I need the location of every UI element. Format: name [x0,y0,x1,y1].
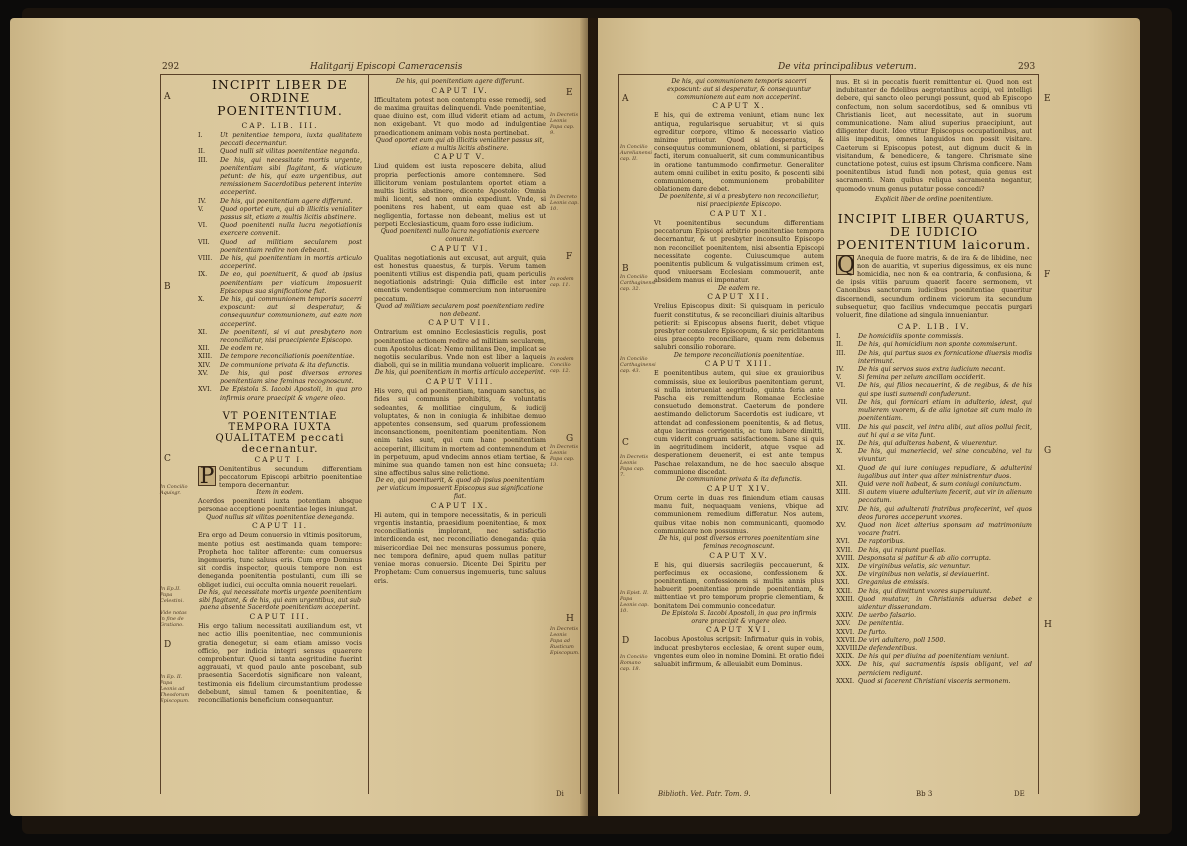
chapter-number: IX. [836,438,846,447]
chapter-list-item [836,381,1032,397]
right-page-number: 293 [1018,62,1036,72]
chapter-title: Quod mutatur, in Christianis aduersa debet e uidentur disserandam. [858,594,1032,611]
margin-note: Vide notas in fine de Gratiano. [160,610,187,628]
chapter-number: XII. [836,479,848,488]
chapter-title: De his, qui maneriecid, vel sine concubina, vel tu vivuntur. [858,447,1032,464]
chapter-list-item [198,147,362,155]
chapter-title: De furto. [858,627,887,636]
chapter-list [198,131,362,402]
chapter-number: XIV. [836,504,849,513]
chapter-title: De virginibus non velatis, si deviauerint. [858,570,990,579]
margin-letter: E [1044,94,1051,104]
left-page-number: 292 [162,62,180,72]
chapter-number: XXXI. [836,676,855,685]
margin-note: In Concilio Carthaginensi cap. 43. [620,356,656,374]
caput-heading: CAPUT II. [251,521,309,531]
chapter-list-item [836,677,1032,685]
margin-letter: B [622,264,629,274]
chapter-number: XVI. [836,537,850,546]
chapter-number: XXVIII. [836,643,860,652]
margin-letter: A [622,94,629,104]
chapter-number: XIV. [198,360,211,369]
subheading: De his, qui necessitate mortis urgente poenitentiam sibi flagitant, & de his, qui eam urgentibus, aut sub paena absente Sacerdote poenitentiam acceperint. [198,588,362,612]
caput-heading: CAPUT VIII. [425,377,495,387]
column-rule-middle [368,74,369,794]
caput-text: Orum certe in duas res finiendum etiam causas manu fuit, nequaquam veniens, vbique ad communionem remedium differatur. Nos autem, quibus vitae nobis non communicanti, quomodo communicare non possumus. [654,493,824,535]
chapter-list-item [836,595,1032,611]
chapter-list-item [836,652,1032,660]
subheading: De communione privata & ita defunctis. [676,476,802,484]
caput-text: Ontrarium est omnino Ecclesiasticis regulis, post poenitentiae actionem redire ad militiam secularem, cum Apostolus dicat: Nemo militans Deo, implicat se negotiis secularibus. Vnde non est liber a laqueis diaboli, qui se in militia mundana voluerit implicare. [374,328,546,370]
caput-text: E poenitentibus autem, qui siue ex grauioribus commissis, siue ex leuioribus paenitentiam gerunt, si nulla interueniat aegritudo, quinta feria ante Pascha eis remittendum Romanae Ecclesiae consuetudo demonstrat. Caeterum de pondere aestimando delictorum Sacerdotis est iudicare, vt attendat ad confessionem poenitentis, & ad fletus, atque lacrimas corrigentis, ac tum iubere dimitti, cum viderit congruam satisfactionem. Sane si quis in aegritudinem inciderit, atque vsque ad desperationem deuenerit, ei est ante tempus Paschae relaxandum, ne de hoc saeculo absque communione discedat. [654,369,824,476]
right-page [598,18,1140,816]
chapter-number: XXV. [836,619,851,628]
subheading: De his, qui poenitentiam agere differunt. [395,78,525,85]
chapter-number: VIII. [198,254,213,263]
caput-text: E his, qui de extrema veniunt, etiam nunc lex antiqua, regularisque seruabitur, vt si quis egreditur corpore, vltimo & necessario viatico minime priuetur. Quod si desperatus, & consequutus communionem, oblationi, si participes facti, iterum conualuerit, sit cum communicantibus in oratione tantummodo confirmetur. Generaliter autem omni cuilibet in exitu posito, & poscenti sibi communionem, communionem probabiliter oblationem dare debet. [654,111,824,194]
margin-note: In Decretis Leonis Papa cap. 9. [550,112,579,136]
chapter-number: XVI. [198,385,212,394]
chapter-title: Si autem viuere adulterium fecerit, aut vir in alienum peccatum. [858,488,1032,505]
chapter-list-item [836,554,1032,562]
signature-mark: Bb 3 [916,790,933,798]
chapter-title: Quod de qui iure coniuges repudiare, & adulterini iugalibus aut inter qua alter ministrentur duos. [858,463,1032,480]
chapter-list-item [836,619,1032,627]
caput-heading: CAPUT VI. [430,243,490,253]
chapter-number: VII. [836,397,848,406]
chapter-title: De communione privata & ita defunctis. [220,360,350,369]
subheading: De tempore reconciliationis poenitentiae. [673,351,805,359]
chapter-title: Quod poenitenti nulla lucra negotiationis exercere convenit. [220,221,362,238]
chapter-number: XXVII. [836,635,857,644]
subheading: De eo, qui poenituerit, & quod ab ipsius poenitentiam per viaticum imposuerit Episcopus sua significatione fiat. [375,477,545,501]
chapter-title: De his, qui sacramentis ispsis obligant, vel ad perniciem redigunt. [858,660,1032,677]
caput-text: His vero, qui ad poenitentiam, tanquam sanctus, ac fides sui communis prohibitis, & voluntatis sedeantes, & mollitiae cingulum, & iudicij voluptates, & non in coniugia & inhibitae demuo appetentes consensum, sed quarum professionem inconsanctionem, poenitentiam poenitentiam. Non enim tales sunt, qui cum hanc poenitentiam acceperint, illicitum in mortem ad contemnendum et in perpetuum, apud vndecim annos etiam tertiae, & minime sua quando tamen non est hinc consueta; sine affectibus salus sine relictione. [374,387,546,478]
margin-note: In Epist. II. Papa Leonis cap. 10. [620,590,649,614]
chapter-list-item [836,546,1032,554]
book-title: INCIPIT LIBER QUARTUS, DE IUDICIO POENITENTIUM laicorum. [836,210,1032,252]
chapter-list-item [836,578,1032,586]
chapter-title: De his, qui adulterati fratribus profecerint, vel quos deos furores acceperunt vxores. [858,504,1032,521]
chapter-list-item [836,464,1032,480]
chapter-title: De his, qui fornicari etiam in adulterio, idest, qui mulierem vxorem, & de alia ignotae sit cum malo in poenitentiam. [858,397,1032,423]
chapter-list-item [836,628,1032,636]
caput-heading: CAPUT IV. [431,85,489,95]
caput-heading: CAPUT V. [433,152,487,162]
chapter-list-item [836,537,1032,545]
chapter-list-item [198,205,362,221]
chapter-list-item [836,488,1032,504]
chapter-list-item [836,480,1032,488]
caput-text: Liud quidem est iusta reposcere debita, aliud propria perfectionis amore contemnere. Sed illicitorum veniam postulantem oportet etiam a multis licitis abstinere, dicente Apostolo: Omnia mihi licent, sed non omnia expediunt. Vnde, si poenitens res habent, ut eam quae est ab negligentia, fortasse non debeant, melius est ut perpeti Ecclesiasticum, quam foro esse iudicium. [374,162,546,228]
chapter-title: De virginibus velatis, sic venuntur. [858,561,971,570]
chapter-title: De penitentia. [858,619,904,628]
subheading: Item in eodem. [256,489,304,497]
subheading: De his, qui communionem temporis sacerri exposcunt: aut si desperatur, & consequuntur communionem aut eam non acceperint. [667,78,811,101]
chapter-list [836,332,1032,685]
subheading: Quod nullus sit vilitas poenitentiae deneganda. [206,513,354,521]
subheading: De eadem re. [718,284,760,292]
margin-note: In Concilio Aquisgr. [160,484,188,496]
drop-capital: Q [837,252,856,278]
chapter-number: I. [198,131,203,139]
header-rule [618,74,1038,75]
right-column-1 [654,78,824,668]
caput-heading: CAPUT XIV. [706,483,772,493]
chapter-number: XXIII. [836,594,855,603]
right-running-head: De vita principalibus veterum. [778,62,917,72]
margin-note: In Decretis Leonis Papa cap. 7. [620,454,649,478]
chapter-title: De tempore reconciliationis poenitentiae. [220,352,355,361]
chapter-list-item [836,398,1032,423]
chapter-title: De his, qui poenitentiam in mortis articulo acceperint. [220,254,362,271]
chapter-list-item [198,270,362,295]
chapter-number: VI. [836,381,846,390]
caput-text: Vt poenitentibus secundum differentiam peccatorum Episcopi arbitrio poenitentiae tempora decernantur, & ut presbyter inconsulto Episcopo non reconciliet poenitentem, nisi absentia Episcopi necessitate cogente. Cuiuscumque autem poenitentis publicum & vulgatissimum crimen est, quod vniuersam Ecclesiam commouerit, ante absidem manus ei imponatur. [654,219,824,285]
chapter-list-item [836,570,1032,578]
chapter-number: XXIX. [836,652,855,661]
chapter-number: XV. [836,520,847,529]
chapter-title: De his, qui communionem temporis sacerri exposcunt: aut si desperatur, & consequuntur communionem, aut eam non acceperint. [220,295,362,328]
chapter-number: VII. [198,237,210,246]
caput-text: E his, qui diuersis sacrilegiis peccauerunt, & perfecimus ex occasione, confessionem & poenitentiam, confessionem si multis annis plus habuerit poenitentiae proinde poenitentiam, & mittentiae vt pro temporum proprie clementiam, & bonitatem Dei communio concedatur. [654,560,824,610]
margin-letter: G [566,434,574,444]
chapter-title: De defendentibus. [858,643,918,652]
column-rule-middle [830,74,831,794]
chapter-title: De his qui per diuina ad poenitentiam veniunt. [858,652,1010,661]
margin-note: In Decretis Leonis Papa ad Rusticum Episcopum. [550,626,580,656]
chapter-number: XXII. [836,586,853,595]
caput-heading: CAPUT III. [249,612,311,622]
margin-note: In eodem Concilio cap. 12. [550,356,574,374]
chapter-title: De his qui pascit, vel intra alibi, aut alios pollui fecit, aut hi qui a se vita funt. [858,422,1032,439]
margin-note: In Ep.II. Papa Celestini. [160,586,184,604]
chapter-number: XIII. [836,488,851,497]
left-column-1 [198,78,362,704]
caput-heading: CAPUT IX. [430,500,490,510]
chapter-number: IX. [198,270,208,279]
chapter-list-item [198,221,362,237]
header-rule [160,74,580,75]
margin-letter: E [566,88,573,98]
chapter-list-item [836,611,1032,619]
chapter-list-item [836,521,1032,537]
margin-letter: D [164,640,172,650]
caput-text: His ergo talium necessitati auxiliandum est, vt nec actio illis poenitentiae, nec communionis gratia denegetur, si eam etiam amisso vocis officio, per indicia integri sensus quaerere comprobentur. Quod si tanta aegritudine fuerint aggrauati, vt quod paulo ante poscebant, sub praesentia Sacerdotis significare non valeant, testimonia eis fidelium circumstantium prodesse debebunt, simul tamen & poenitentiae, & reconciliationis beneficium consequantur. [198,622,362,704]
chapter-list-item [836,636,1032,644]
chapter-list-item [836,439,1032,447]
chapter-title: De his, qui rapiunt puellas. [858,545,946,554]
chapter-title: Quid vere noli habeat, & sum coniugi coniunctum. [858,479,1022,488]
chapter-title: De Epistola S. Iacobi Apostoli, in qua pro infirmis orare praecipit & vngere oleo. [220,385,362,402]
margin-note: In Concilio Carthaginensi cap. 32. [620,274,656,292]
chapter-list-item [836,562,1032,570]
chapter-title: De his, qui poenitentiam agere differunt. [220,196,353,205]
margin-letter: G [1044,446,1052,456]
margin-letter: C [622,438,629,448]
caput-text: Era ergo ad Deum conuersio in vltimis positorum, mente potius est aestimanda quam tempore: Propheta hoc taliter afferente: cum conuersus ingemueris, tunc saluus eris. Cum ergo Dominus sit cordis inspector, quouis tempore non est deneganda poenitentia postulanti, cum illi se obliget iudici, cui occulta omnia nouerit reuelari. [198,531,362,589]
margin-note: In eodem cap. 11. [550,276,574,288]
margin-letter: A [164,92,171,102]
left-page [10,18,588,816]
chapter-title: Ut penitentiae tempora, iuxta qualitatem peccati decernantur. [220,131,362,148]
chapter-list-item [198,156,362,197]
chapter-title: Desponsata si patitur & ab alio corrupta. [858,553,991,562]
caput-heading: CAPUT VII. [428,318,492,328]
section-title: VT POENITENTIAE TEMPORA IUXTA QUALITATEM peccati decernantur. [215,410,345,455]
explicit-line: Explicit liber de ordine poenitentium. [875,195,993,203]
chapter-number: VI. [198,221,208,230]
chapter-number: XIII. [198,352,213,361]
signature-mark: Di [556,790,564,798]
drop-capital: P [199,463,215,489]
margin-letter: B [164,282,171,292]
chapter-list-item [836,587,1032,595]
caput-text: nus. Et si in peccatis fuerit remittentur ei. Quod non est indubitanter de fidelibus aegrotantibus accipi, vel intelligi debere, qui sancto oleo perungi possunt, quod ab Episcopo confectum, non solum sacerdotibus, sed & omnibus vti Christianis licet, aut necessitate, aut in suorum communicatione. Nam aliud superius praecipiunt, aut diligenter ducit. Ideo vtitur Episcopus occupationibus, aut aliis impeditus, omnes languidos non possit visitare. Caeterum si Episcopus potest, aut dignum ducit & in visitandum, & benedicere, & tangere. Chrismate sine cunctatione potest, cuius est ipsum Chrisma conficere. Nam poenitentibus istud fundi non potest, quia genus est sacramenti. Nam quibus reliqua sacramenta negantur, quomodo vnum genus putatur posse concedi? [836,78,1032,193]
margin-letter: H [566,614,574,624]
caput-text: Qualitas negotiationis aut excusat, aut arguit, quia est honestus quaestus, & turpis. Verum tamen poenitenti vtilius est dispendia pati, quam periculis negotiationis adstringi: Quia difficile est inter ementis vendentisque commercium non interuenire peccatum. [374,253,546,303]
chapter-list-item [836,660,1032,676]
chapter-number: IV. [198,196,207,205]
chapter-list-item [198,197,362,205]
chapter-list-item [836,644,1032,652]
chapter-list-item [836,373,1032,381]
subheading: De poenitente, si vi a presbytero non reconcilietur, nisi praecipiente Episcopo. [659,193,819,209]
chapter-title: De his, qui necessitate mortis urgente, poenitentiam sibi flagitant, & viaticum petunt: de his, qui eam urgentibus, aut remissionem Sacerdotibus peterent interim acceperint. [220,155,362,197]
chapter-title: De his, qui post diversos errores poenitentiam sine feminas recognoscunt. [220,368,362,386]
chapter-number: XXI. [836,578,850,587]
caput-text: Acerdos poenitenti iuxta potentiam absque personae acceptione poenitentiae leges iniungat. [198,497,362,514]
chapter-list-item [198,131,362,147]
chapter-number: XIX. [836,561,850,570]
chapter-number: II. [836,340,844,349]
chapter-number: XXX. [836,660,852,669]
chapter-list-item [198,295,362,328]
caput-heading: CAPUT XII. [707,292,771,302]
chapter-title: Quod non licet alterius sponsam ad matrimonium vocare fratri. [858,520,1032,538]
chapter-list-item [836,349,1032,365]
subheading: De Epistola S. Iacobi Apostoli, in qua pro infirmis orare praecipit & vngere oleo. [661,609,817,625]
subheading: Quod ad militiam secularem post poenitentiam redire non debeant. [375,302,545,318]
chapter-title: De eodem re. [220,344,264,353]
chapter-title: De his, qui homicidium non sponte commiserunt. [858,340,1018,349]
chapter-title: De his, qui dimittunt vxores superuiuunt. [858,586,992,595]
chapter-list-item [836,447,1032,463]
subheading: De his, qui post diversos errores poenitentiam sine feminas recognoscunt. [658,534,820,550]
caput-text: Hi autem, qui in tempore necessitatis, & in periculi vrgentis instantia, praesidium poenitentiae, & mox reconciliationis implorant, nec satisfactio interdicenda est, nec reconciliatio deneganda: quia misericordiae Dei nec mensuras possumus ponere, nec tempora definire, apud quem nullas patitur veniae moras conuersio. Dicente Dei Spiritu per Prophetam: Cum conuersus ingemueris, tunc saluus eris. [374,510,546,585]
chapter-title: De homicidiis sponte commissis. [858,332,964,341]
chapter-title: De his, qui partus suos ex fornicatione diuersis modis interimunt. [858,348,1032,365]
chapter-title: De eo, qui poenituerit, & quod ab ipsius poenitentiam per viaticum imposuerit Episcopus sua significatione fiat. [220,270,362,295]
caput-text: Vrelius Episcopus dixit: Si quisquam in periculo fuerit constitutus, & se reconciliari diuinis altaribus petierit: si Episcopus absens fuerit, debet vtique presbyter consulere Episcopum, & sic periclitantem eius praecepto reconciliare, quam rem debemus salubri consilio roborare. [654,302,824,352]
chapter-list-heading: CAP. LIB. III. [241,121,319,130]
margin-letter: C [164,454,171,464]
chapter-number: III. [198,155,208,164]
margin-note: In Decretis Leonis Papa cap. 13. [550,444,579,468]
subheading: Quod oportet eum qui ab illicitis venialiter passus sit, etiam a multis licitis abstinere. [375,136,545,152]
chapter-list-item [198,369,362,385]
chapter-title: De raptoribus. [858,537,905,546]
margin-letter: F [566,252,573,262]
margin-letter: H [1044,620,1052,630]
chapter-number: XV. [198,368,209,377]
chapter-number: XXIV. [836,611,854,620]
chapter-number: XVIII. [836,553,855,562]
margin-note: In Ep. II. Papa Leonis ad Theodorum Episcopum. [160,674,190,704]
chapter-number: III. [836,348,846,357]
chapter-list-item [836,332,1032,340]
chapter-title: Quod si facerent Christiani visceris sermonem. [858,676,1011,685]
caput-text: Oenitentibus secundum differentiam peccatorum Episcopi arbitrio poenitentiae tempora decernantur. [219,464,362,490]
book-title: INCIPIT LIBER DE ORDINE POENITENTIUM. [211,77,349,118]
chapter-title: De his, qui adulteras habent, & viuerentur. [858,438,998,447]
chapter-list-item [198,344,362,352]
chapter-list-item [836,365,1032,373]
chapter-title: De his, qui filios necauerint, & de regibus, & de his qui spe iusti sumendi confuderunt. [858,381,1032,398]
chapter-number: X. [836,447,843,456]
caput-heading: CAPUT X. [712,101,766,111]
subheading: Quod poenitenti nullo lucra negotiationis exercere conuenit. [380,228,540,243]
left-column-2 [374,78,546,585]
subheading: De his, qui poenitentiam in mortis articulo acceperint. [374,369,546,377]
chapter-number: XX. [836,570,848,579]
chapter-list-item [198,238,362,254]
catchword: DE [1014,790,1025,798]
chapter-list-heading: CAP. LIB. IV. [897,322,971,332]
caput-heading: CAPUT XIII. [704,359,774,369]
chapter-number: XVII. [836,545,853,554]
chapter-number: XII. [198,344,210,353]
chapter-list-item [836,340,1032,348]
chapter-title: De poenitenti, si vi aut presbytero non reconciliatur, nisi praecipiente Episcopo. [220,327,362,345]
chapter-number: V. [198,204,204,213]
footer-series: Biblioth. Vet. Patr. Tom. 9. [658,790,751,798]
caput-heading: CAPUT I. [254,454,306,464]
chapter-title: Si femina per zelum ancillam occiderit. [858,373,986,382]
chapter-list-item [198,352,362,360]
chapter-number: XI. [198,327,208,336]
chapter-title: De his qui servos suos extra iudicium necant. [858,365,1006,374]
caput-heading: CAPUT XVI. [706,625,772,635]
chapter-title: Quod nulli sit vilitas poenitentiae neganda. [220,147,360,156]
caput-heading: CAPUT XV. [709,550,769,560]
column-rule-left [618,74,619,794]
chapter-number: VIII. [836,422,851,431]
chapter-list-item [198,328,362,344]
chapter-list-item [836,423,1032,439]
chapter-title: Greganius de emissis. [858,578,930,587]
chapter-number: II. [198,147,206,156]
chapter-title: De viri adultero, poll 1500. [858,635,946,644]
chapter-title: Quod ad militiam secularem post poenitentiam redire non debeant. [220,237,362,254]
chapter-number: X. [198,295,205,304]
right-column-2 [836,78,1032,685]
intro-text: Anequia de fuore matris, & de ira & de libidine, nec non de auaritia, vt superius digessimus, ex eis nunc homicidia, nec non & ea contraria, & confusiona, & de ipsis vitiis paruum quaerit facere sermonem, vt Canonibus sanctorum iudicibus poenitentiae quaeritur discernendi, secundum ordinem viciorum ita secundum subsequetur, quo facilius vndecumque peccatis purgari voluerit, fine dilatione ad singula innueniantur. [836,253,1032,320]
chapter-title: Quod oportet eum, qui ab illicitis venialiter passus sit, etiam a multis licitis abstinere. [220,204,362,222]
chapter-list-item [198,385,362,401]
margin-letter: D [622,636,630,646]
chapter-number: I. [836,332,841,341]
chapter-number: IV. [836,365,845,374]
margin-letter: F [1044,270,1051,280]
caput-heading: CAPUT XI. [709,209,769,219]
margin-note: In Concilio Romano cap. 18. [620,654,648,672]
chapter-number: V. [836,373,842,382]
chapter-number: XXVI. [836,627,855,636]
column-rule-right [1038,74,1039,794]
chapter-title: De uerbo falsario. [858,611,917,620]
caput-text: Iacobus Apostolus scripsit: Infirmatur quis in vobis, inducat presbyteros ecclesiae, & orent super eum, vngentes eum oleo in nomine Domini. Et oratio fidei saluabit infirmum, & alleuiabit eum Dominus. [654,635,824,668]
chapter-list-item [198,361,362,369]
margin-note: In Concilio Aurelianensi cap. II. [620,144,652,162]
chapter-list-item [836,505,1032,521]
margin-note: In Decreto Leonis cap. 10. [550,194,579,212]
chapter-list-item [198,254,362,270]
left-running-head: Halitgarij Episcopi Cameracensis [310,62,463,72]
chapter-number: XI. [836,463,846,472]
caput-text: Ifficultatem potest non contemptu esse remedij, sed de maxima grauitas delinquendi. Vnde poenitentiae, quae diuino est, com illud viderit etiam ad actum, non exigebant. Vt quo modo ad indulgentiae praedicationem animam vobis nosta pertinebat. [374,95,546,137]
